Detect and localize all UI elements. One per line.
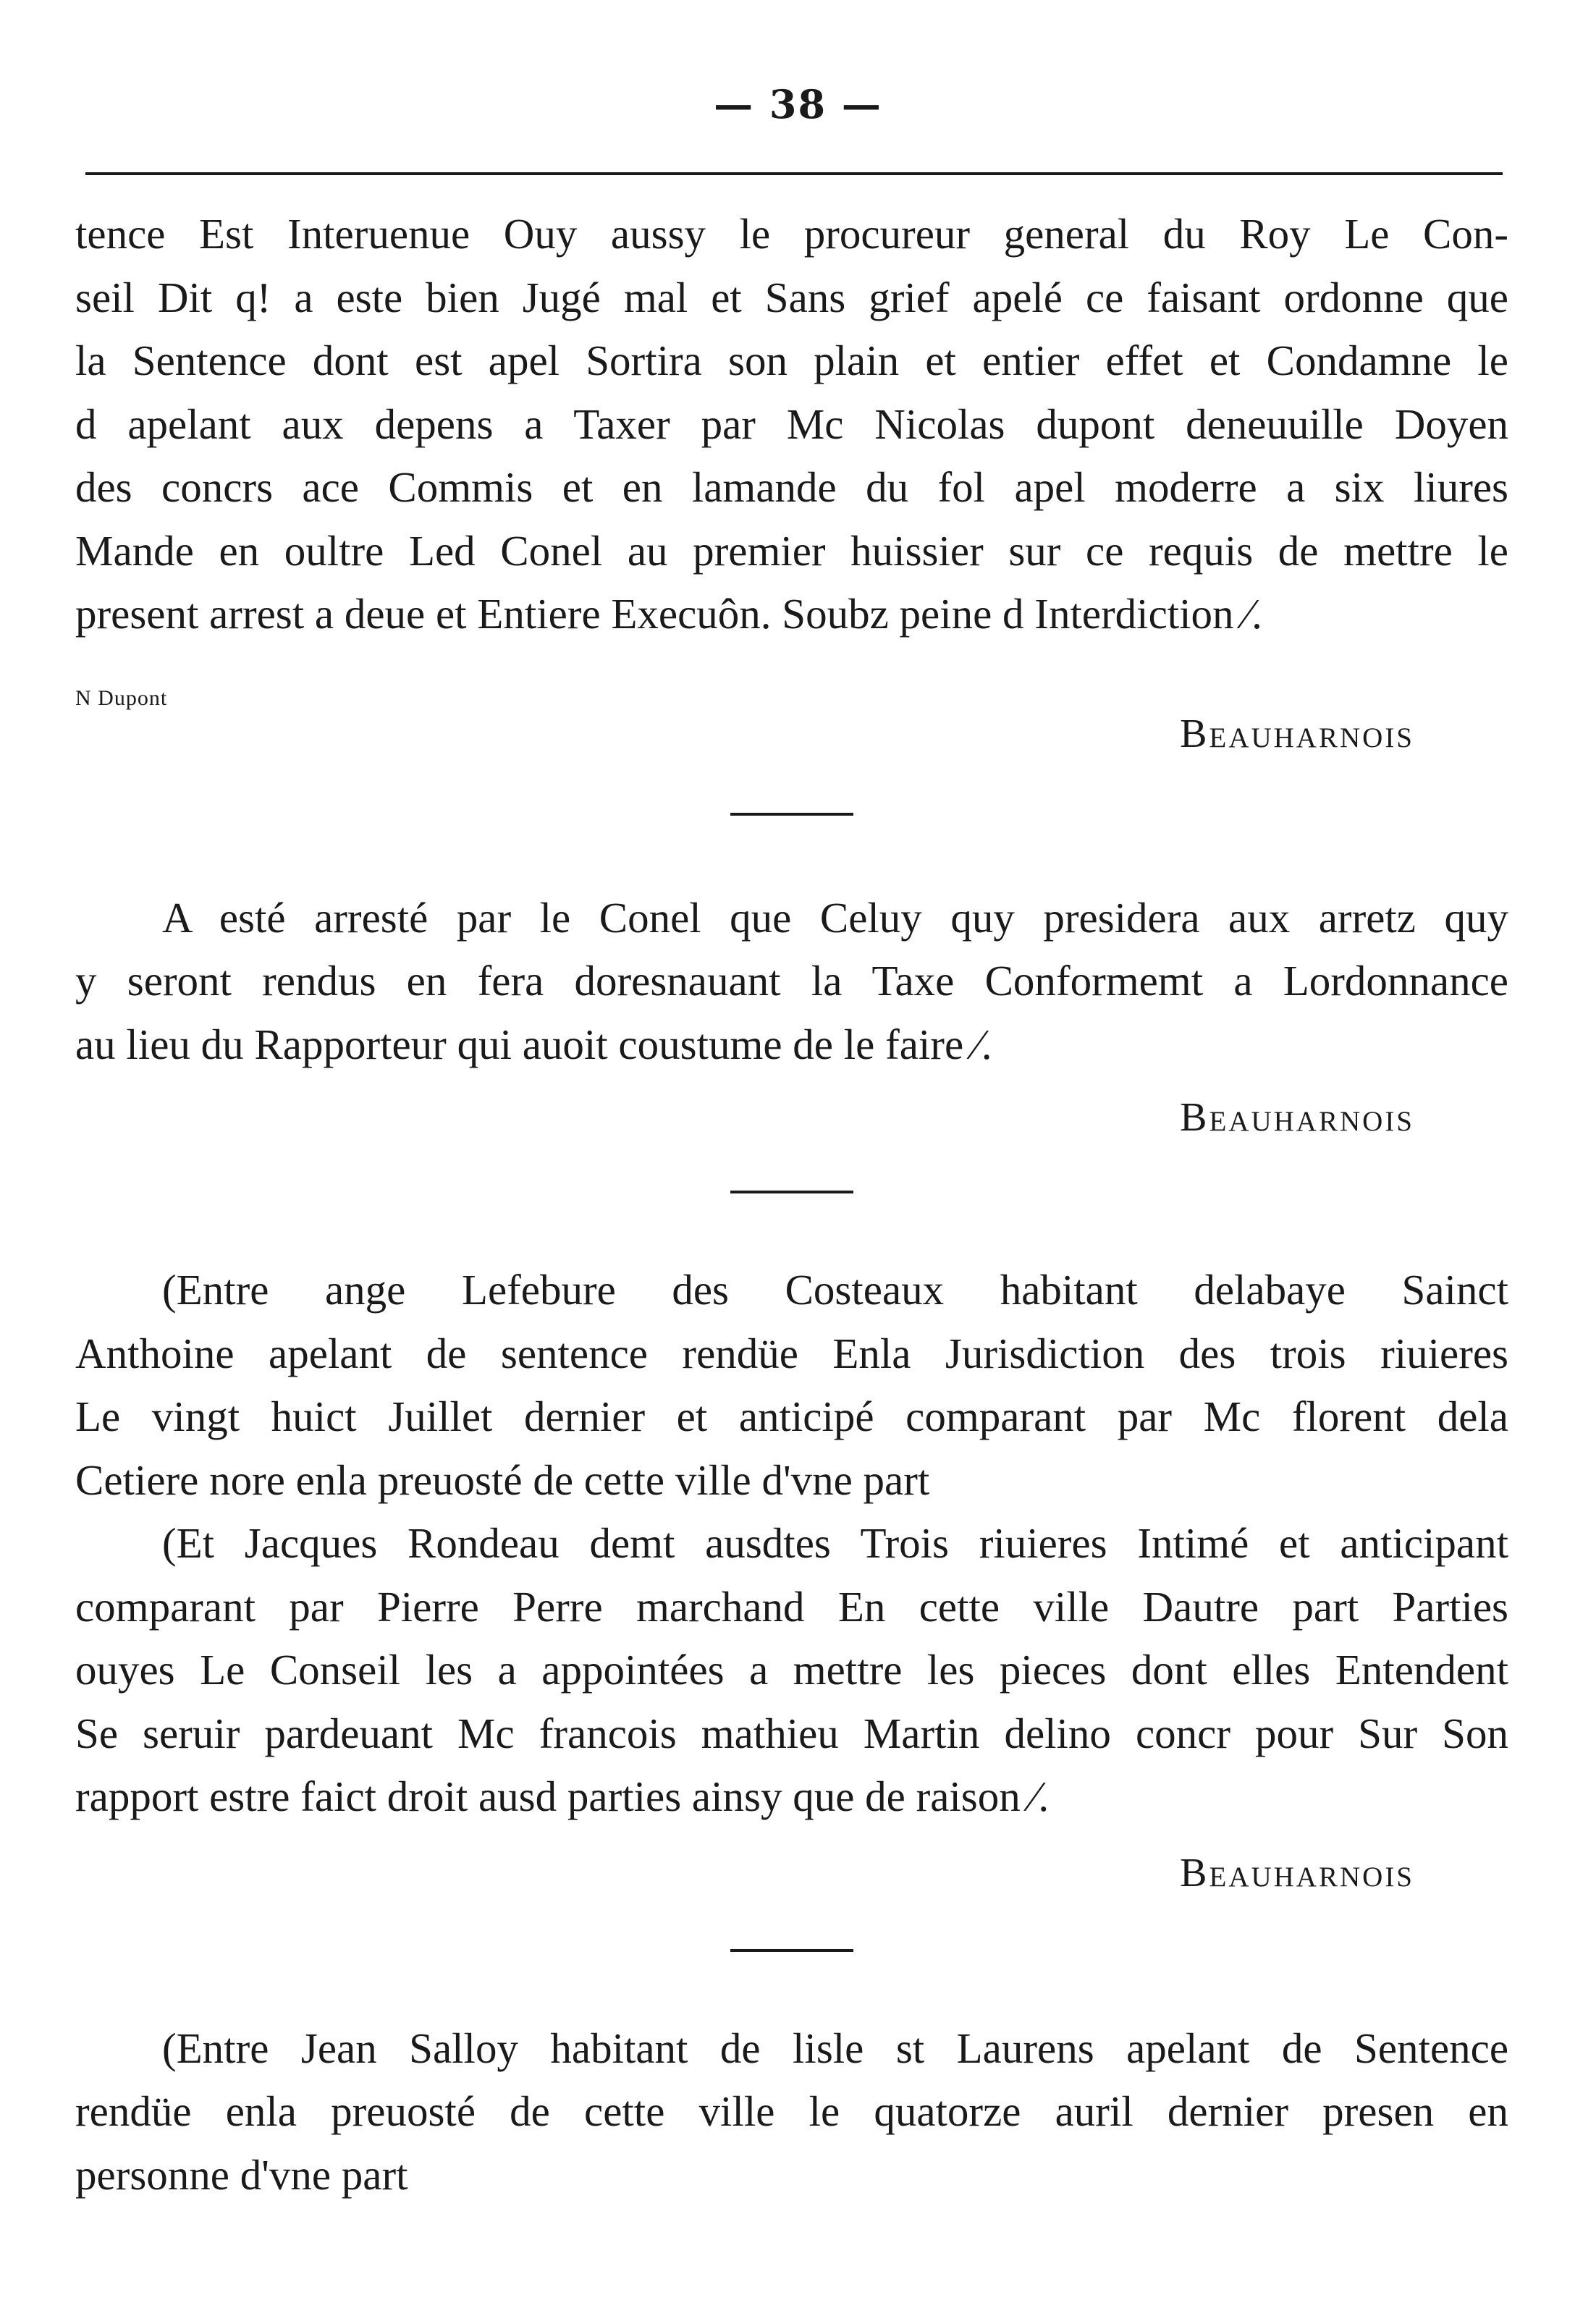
page-number: — 38 — <box>714 81 882 127</box>
text-line: Cetiere nore enla preuosté de cette ville d'vne part <box>75 1455 930 1504</box>
text-line: Se seruir pardeuant Mc francois mathieu Martin delino concr pour Sur Son <box>75 1709 1508 1757</box>
text-line: A esté arresté par le Conel que Celuy quy presidera aux arretz quy <box>162 893 1508 942</box>
text-line: la Sentence dont est apel Sortira son plain et entier effet et Condamne le <box>75 337 1508 384</box>
text-line: personne d'vne part <box>75 2150 408 2199</box>
entry-continuation <box>75 203 1508 766</box>
entry-lefebure <box>75 1259 1508 1906</box>
text-line: y seront rendus en fera doresnauant la Taxe Conformemt a Lordonnance <box>75 957 1508 1005</box>
entry-salloy <box>75 2017 1508 2207</box>
text-line: ouyes Le Conseil les a appointées a mettre les pieces dont elles Entendent <box>75 1646 1508 1694</box>
text-line: rapport estre faict droit ausd parties ainsy que de raison ⁄. <box>75 1772 1050 1820</box>
text-line: d apelant aux depens a Taxer par Mc Nicolas dupont deneuuille Doyen <box>75 400 1508 448</box>
signature: Beauharnois <box>1180 1850 1414 1896</box>
entry-arrete <box>75 887 1508 1151</box>
page-body <box>75 203 1508 2207</box>
text-line: rendüe enla preuosté de cette ville le quatorze auril dernier presen en <box>75 2087 1508 2135</box>
signature: Beauharnois <box>1180 1095 1414 1140</box>
text-line: Anthoine apelant de sentence rendüe Enla Jurisdiction des trois riuieres <box>75 1329 1508 1377</box>
text-line: seil Dit q! a este bien Jugé mal et Sans grief apelé ce faisant ordonne que <box>75 273 1508 321</box>
marginal-note: N Dupont <box>75 685 168 710</box>
text-line: comparant par Pierre Perre marchand En cette ville Dautre part Parties <box>75 1582 1508 1631</box>
signature: Beauharnois <box>1180 711 1414 756</box>
text-line: tence Est Interuenue Ouy aussy le procureur general du Roy Le Con- <box>75 210 1508 258</box>
header-rule <box>85 172 1503 175</box>
text-line: (Et Jacques Rondeau demt ausdtes Trois riuieres Intimé et anticipant <box>162 1519 1508 1567</box>
text-line: Le vingt huict Juillet dernier et anticipé comparant par Mc florent dela <box>75 1392 1508 1440</box>
text-line: des concrs ace Commis et en lamande du fol apel moderre a six liures <box>75 463 1508 511</box>
text-line: Mande en oultre Led Conel au premier huissier sur ce requis de mettre le <box>75 526 1508 575</box>
text-line: (Entre ange Lefebure des Costeaux habitant delabaye Sainct <box>162 1266 1508 1314</box>
text-line: au lieu du Rapporteur qui auoit coustume de le faire ⁄. <box>75 1020 992 1068</box>
text-line: (Entre Jean Salloy habitant de lisle st Laurens apelant de Sentence <box>162 2024 1508 2072</box>
text-line: present arrest a deue et Entiere Execuôn. Soubz peine d Interdiction ⁄. <box>75 590 1262 638</box>
